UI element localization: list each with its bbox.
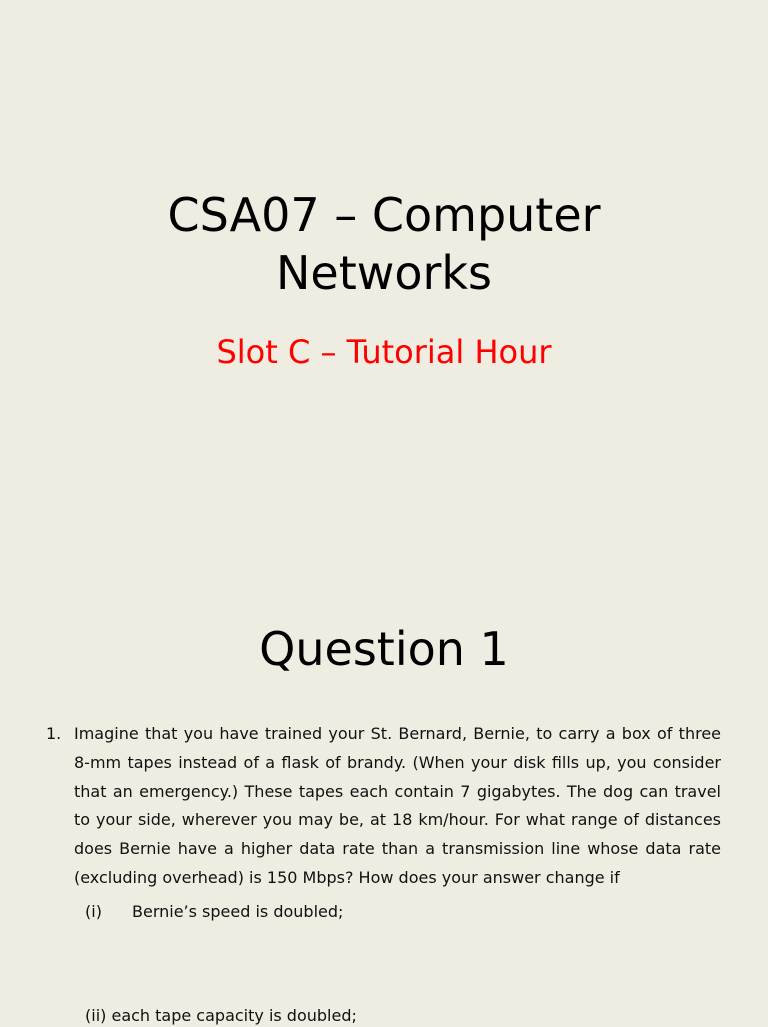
- slide-subtitle: Slot C – Tutorial Hour: [216, 333, 552, 371]
- sub-item-label: (ii): [85, 1006, 107, 1025]
- question-slide: [0, 576, 768, 1024]
- slide-title-line-1: CSA07 – Computer: [167, 188, 601, 242]
- list-item: [46, 720, 721, 893]
- slide-title-line-2: Networks: [275, 246, 493, 300]
- sub-item-text: each tape capacity is doubled;: [111, 1006, 357, 1025]
- sub-item-text: Bernie’s speed is doubled;: [132, 902, 344, 921]
- sub-item-i: [85, 901, 343, 923]
- question-number: 1.: [46, 724, 62, 743]
- question-list: [46, 720, 721, 893]
- question-title: Question 1: [259, 622, 509, 676]
- slide-title: [0, 186, 768, 302]
- sub-item-label: (i): [85, 902, 102, 921]
- question-text: Imagine that you have trained your St. Bernard, Bernie, to carry a box of three 8-mm tapes instead of a flask of brandy. (When your disk fills up, you consider that an emergency.) These tapes each contain 7 gigabytes. The dog can travel to your side, wherever you may be, at 18 km/hour. For what range of distances does Bernie have a higher data rate than a transmission line whose data rate (excluding overhead) is 150 Mbps? How does your answer change if: [74, 724, 721, 887]
